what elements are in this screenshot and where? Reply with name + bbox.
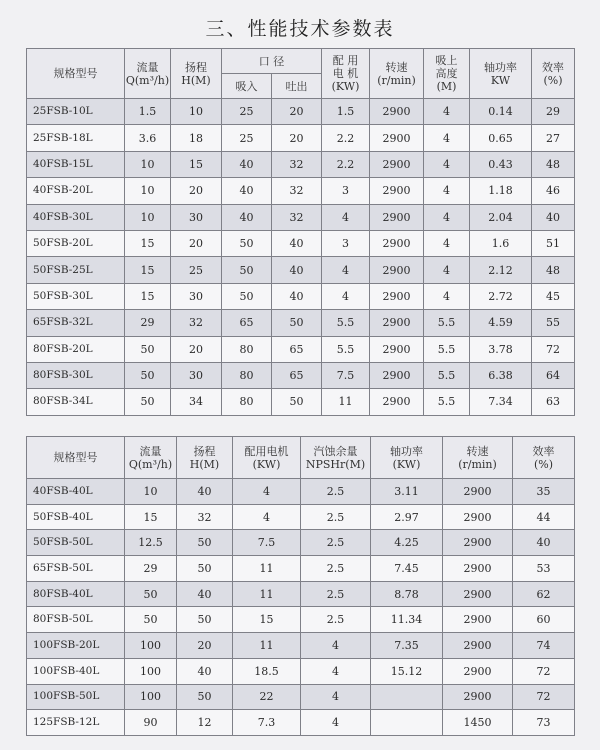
table-cell: 2900 xyxy=(370,99,424,125)
table-cell: 2.2 xyxy=(322,151,370,177)
table-cell: 4 xyxy=(424,230,470,256)
table-cell: 7.45 xyxy=(371,556,443,582)
table-row xyxy=(27,151,575,177)
header-head: 扬程 H(M) xyxy=(177,437,233,479)
cell-model: 100FSB-40L xyxy=(27,658,125,684)
header-efficiency: 效率 (%) xyxy=(532,49,575,99)
table-cell: 27 xyxy=(532,125,575,151)
table-cell: 29 xyxy=(125,310,171,336)
performance-table-1 xyxy=(26,48,575,416)
table-cell: 40 xyxy=(177,658,233,684)
table-cell: 2900 xyxy=(370,230,424,256)
table-cell: 2.5 xyxy=(301,479,371,505)
table-cell: 100 xyxy=(125,633,177,659)
table-cell: 2.5 xyxy=(301,504,371,530)
cell-model: 80FSB-40L xyxy=(27,581,125,607)
table-cell: 29 xyxy=(532,99,575,125)
table-cell: 40 xyxy=(513,530,575,556)
table-cell: 20 xyxy=(171,230,222,256)
header-suction: 吸入 xyxy=(222,74,272,99)
table-cell: 15 xyxy=(125,504,177,530)
table-cell: 2900 xyxy=(443,607,513,633)
table-cell: 90 xyxy=(125,710,177,736)
table-cell: 20 xyxy=(171,336,222,362)
table-cell: 40 xyxy=(177,581,233,607)
table-cell: 60 xyxy=(513,607,575,633)
table-cell: 72 xyxy=(532,336,575,362)
table-cell: 15 xyxy=(233,607,301,633)
table-cell: 45 xyxy=(532,283,575,309)
table-cell: 2900 xyxy=(370,151,424,177)
table-row xyxy=(27,178,575,204)
table-cell: 32 xyxy=(272,178,322,204)
table-cell: 50 xyxy=(177,607,233,633)
cell-model: 40FSB-30L xyxy=(27,204,125,230)
cell-model: 80FSB-34L xyxy=(27,389,125,415)
table-cell: 4 xyxy=(424,283,470,309)
table-cell: 2.97 xyxy=(371,504,443,530)
table-cell: 1.5 xyxy=(322,99,370,125)
table-cell: 32 xyxy=(272,151,322,177)
header-motor: 配用电机 (KW) xyxy=(233,437,301,479)
table-cell: 15.12 xyxy=(371,658,443,684)
table-cell: 2900 xyxy=(370,336,424,362)
table-row xyxy=(27,556,575,582)
header-head: 扬程 H(M) xyxy=(171,49,222,99)
cell-model: 80FSB-30L xyxy=(27,362,125,388)
table-cell: 63 xyxy=(532,389,575,415)
table-cell: 50 xyxy=(177,530,233,556)
table-cell: 11.34 xyxy=(371,607,443,633)
table-row xyxy=(27,204,575,230)
table-row xyxy=(27,633,575,659)
table-cell: 80 xyxy=(222,362,272,388)
table-row xyxy=(27,257,575,283)
table-cell: 8.78 xyxy=(371,581,443,607)
table-cell: 40 xyxy=(222,204,272,230)
table-cell: 3.11 xyxy=(371,479,443,505)
table-cell: 5.5 xyxy=(424,310,470,336)
table-cell: 4 xyxy=(424,204,470,230)
table-cell: 50 xyxy=(177,556,233,582)
table-cell: 72 xyxy=(513,684,575,710)
table-cell: 2900 xyxy=(443,556,513,582)
table-row xyxy=(27,504,575,530)
table-cell: 2.5 xyxy=(301,581,371,607)
table-cell: 3 xyxy=(322,230,370,256)
table-cell: 6.38 xyxy=(470,362,532,388)
table-cell: 25 xyxy=(222,99,272,125)
header-shaft-power: 轴功率 KW xyxy=(470,49,532,99)
page-title: 三、性能技术参数表 xyxy=(205,18,395,40)
cell-model: 50FSB-50L xyxy=(27,530,125,556)
table-cell: 15 xyxy=(125,230,171,256)
table-cell: 7.34 xyxy=(470,389,532,415)
table-cell: 50 xyxy=(125,362,171,388)
table-cell: 5.5 xyxy=(424,362,470,388)
table-row xyxy=(27,336,575,362)
header-caliber: 口 径 xyxy=(222,49,322,74)
table-cell: 65 xyxy=(222,310,272,336)
table-cell: 48 xyxy=(532,151,575,177)
table-cell: 29 xyxy=(125,556,177,582)
table-cell: 15 xyxy=(125,257,171,283)
table-cell: 100 xyxy=(125,658,177,684)
table-cell: 2900 xyxy=(443,530,513,556)
table-cell: 80 xyxy=(222,389,272,415)
header-efficiency: 效率 (%) xyxy=(513,437,575,479)
table-row xyxy=(27,530,575,556)
table-row xyxy=(27,230,575,256)
table-cell: 2900 xyxy=(443,633,513,659)
table-row xyxy=(27,99,575,125)
table-cell: 50 xyxy=(222,230,272,256)
table-cell: 11 xyxy=(233,633,301,659)
table-cell: 20 xyxy=(272,125,322,151)
table-cell: 4 xyxy=(322,283,370,309)
table-cell: 18 xyxy=(171,125,222,151)
table-cell: 44 xyxy=(513,504,575,530)
table-cell: 4 xyxy=(233,479,301,505)
table-cell: 4 xyxy=(424,125,470,151)
table-cell: 2900 xyxy=(370,310,424,336)
table-cell: 35 xyxy=(513,479,575,505)
cell-model: 50FSB-30L xyxy=(27,283,125,309)
cell-model: 40FSB-40L xyxy=(27,479,125,505)
table-cell: 50 xyxy=(125,607,177,633)
table-cell: 4 xyxy=(301,658,371,684)
table-cell: 7.5 xyxy=(233,530,301,556)
header-npsh: 汽蚀余量 NPSHr(M) xyxy=(301,437,371,479)
table-cell: 4 xyxy=(424,178,470,204)
table-cell: 2900 xyxy=(370,204,424,230)
table-cell: 5.5 xyxy=(322,310,370,336)
table-cell: 20 xyxy=(177,633,233,659)
table-cell: 40 xyxy=(532,204,575,230)
table-cell: 40 xyxy=(272,230,322,256)
table-cell: 4 xyxy=(424,99,470,125)
table-cell: 2900 xyxy=(370,389,424,415)
table-row xyxy=(27,310,575,336)
table-row xyxy=(27,607,575,633)
table-cell: 4 xyxy=(301,710,371,736)
table-cell: 50 xyxy=(125,336,171,362)
cell-model: 40FSB-15L xyxy=(27,151,125,177)
table-cell: 80 xyxy=(222,336,272,362)
table-cell: 3.78 xyxy=(470,336,532,362)
cell-model: 25FSB-18L xyxy=(27,125,125,151)
cell-model: 80FSB-20L xyxy=(27,336,125,362)
table-cell: 50 xyxy=(222,283,272,309)
header-speed: 转速 (r/min) xyxy=(443,437,513,479)
table-row xyxy=(27,125,575,151)
table-cell: 34 xyxy=(171,389,222,415)
table-cell: 100 xyxy=(125,684,177,710)
table-row xyxy=(27,581,575,607)
performance-table-2 xyxy=(26,436,575,736)
table-cell: 3.6 xyxy=(125,125,171,151)
table-cell: 51 xyxy=(532,230,575,256)
table-cell: 15 xyxy=(125,283,171,309)
table-cell: 50 xyxy=(272,310,322,336)
table-cell: 2.12 xyxy=(470,257,532,283)
table-cell: 0.14 xyxy=(470,99,532,125)
table-cell: 30 xyxy=(171,204,222,230)
table-cell: 11 xyxy=(322,389,370,415)
table-cell: 2900 xyxy=(443,658,513,684)
cell-model: 100FSB-20L xyxy=(27,633,125,659)
table-cell: 72 xyxy=(513,658,575,684)
table-row xyxy=(27,658,575,684)
cell-model: 100FSB-50L xyxy=(27,684,125,710)
table-cell: 62 xyxy=(513,581,575,607)
table-cell: 20 xyxy=(171,178,222,204)
table-cell: 64 xyxy=(532,362,575,388)
table-cell: 2900 xyxy=(370,125,424,151)
table-cell: 30 xyxy=(171,283,222,309)
cell-model: 80FSB-50L xyxy=(27,607,125,633)
table-cell: 10 xyxy=(125,178,171,204)
table-cell: 10 xyxy=(125,204,171,230)
table-cell: 4.25 xyxy=(371,530,443,556)
table-cell: 10 xyxy=(125,479,177,505)
table-cell: 2900 xyxy=(370,178,424,204)
table-row xyxy=(27,479,575,505)
table-cell: 73 xyxy=(513,710,575,736)
table-cell: 2900 xyxy=(443,581,513,607)
table-cell: 40 xyxy=(222,178,272,204)
table-cell: 2900 xyxy=(443,479,513,505)
table-cell: 40 xyxy=(272,283,322,309)
cell-model: 50FSB-40L xyxy=(27,504,125,530)
table-cell: 65 xyxy=(272,336,322,362)
table-row xyxy=(27,283,575,309)
table-cell: 32 xyxy=(272,204,322,230)
table-cell: 4 xyxy=(301,633,371,659)
table-row xyxy=(27,362,575,388)
table-cell: 1.6 xyxy=(470,230,532,256)
table-cell: 2.2 xyxy=(322,125,370,151)
table-cell: 5.5 xyxy=(424,336,470,362)
cell-model: 50FSB-20L xyxy=(27,230,125,256)
header-shaft-power: 轴功率 (KW) xyxy=(371,437,443,479)
table-cell: 50 xyxy=(125,581,177,607)
table-cell: 46 xyxy=(532,178,575,204)
header-model: 规格型号 xyxy=(27,49,125,99)
table-row xyxy=(27,684,575,710)
cell-model: 65FSB-32L xyxy=(27,310,125,336)
table-cell xyxy=(371,710,443,736)
table-cell: 5.5 xyxy=(322,336,370,362)
table-cell: 2900 xyxy=(443,684,513,710)
table-cell: 40 xyxy=(272,257,322,283)
table-cell: 0.43 xyxy=(470,151,532,177)
table-cell: 25 xyxy=(222,125,272,151)
table-cell: 65 xyxy=(272,362,322,388)
table-row xyxy=(27,710,575,736)
table-cell: 7.35 xyxy=(371,633,443,659)
table-cell: 2900 xyxy=(370,362,424,388)
table-cell: 50 xyxy=(222,257,272,283)
table-cell: 50 xyxy=(272,389,322,415)
table-cell: 4 xyxy=(322,204,370,230)
header-lift: 吸上 高度 (M) xyxy=(424,49,470,99)
table-cell: 55 xyxy=(532,310,575,336)
table-cell: 2.04 xyxy=(470,204,532,230)
header-discharge: 吐出 xyxy=(272,74,322,99)
table-cell: 4 xyxy=(424,257,470,283)
table-cell: 4 xyxy=(301,684,371,710)
table-cell: 4 xyxy=(322,257,370,283)
table-cell: 48 xyxy=(532,257,575,283)
table-cell: 40 xyxy=(177,479,233,505)
table-cell: 3 xyxy=(322,178,370,204)
table-cell: 22 xyxy=(233,684,301,710)
table-cell: 12.5 xyxy=(125,530,177,556)
table-cell: 32 xyxy=(177,504,233,530)
table-cell: 0.65 xyxy=(470,125,532,151)
table-cell: 2.5 xyxy=(301,556,371,582)
table-cell: 1450 xyxy=(443,710,513,736)
table-cell: 18.5 xyxy=(233,658,301,684)
table-cell: 50 xyxy=(125,389,171,415)
table-cell: 74 xyxy=(513,633,575,659)
table-cell: 2.72 xyxy=(470,283,532,309)
cell-model: 25FSB-10L xyxy=(27,99,125,125)
table-cell: 7.3 xyxy=(233,710,301,736)
table-cell: 1.5 xyxy=(125,99,171,125)
table-cell: 11 xyxy=(233,581,301,607)
table-cell: 4.59 xyxy=(470,310,532,336)
table-cell: 2900 xyxy=(370,283,424,309)
table-cell: 4 xyxy=(424,151,470,177)
header-motor: 配 用 电 机 (KW) xyxy=(322,49,370,99)
table-cell: 2.5 xyxy=(301,607,371,633)
cell-model: 40FSB-20L xyxy=(27,178,125,204)
table-cell: 4 xyxy=(233,504,301,530)
table-cell: 15 xyxy=(171,151,222,177)
table-cell: 5.5 xyxy=(424,389,470,415)
table-cell: 30 xyxy=(171,362,222,388)
header-flow: 流量 Q(m³/h) xyxy=(125,437,177,479)
table-cell: 40 xyxy=(222,151,272,177)
table-cell: 2.5 xyxy=(301,530,371,556)
cell-model: 50FSB-25L xyxy=(27,257,125,283)
table-cell: 10 xyxy=(125,151,171,177)
header-flow: 流量 Q(m³/h) xyxy=(125,49,171,99)
table-cell: 20 xyxy=(272,99,322,125)
table-cell: 53 xyxy=(513,556,575,582)
table-cell: 11 xyxy=(233,556,301,582)
cell-model: 125FSB-12L xyxy=(27,710,125,736)
cell-model: 65FSB-50L xyxy=(27,556,125,582)
table-cell: 2900 xyxy=(443,504,513,530)
header-model: 规格型号 xyxy=(27,437,125,479)
table-row xyxy=(27,389,575,415)
table-cell: 50 xyxy=(177,684,233,710)
table-cell: 12 xyxy=(177,710,233,736)
table-cell: 7.5 xyxy=(322,362,370,388)
table-cell: 10 xyxy=(171,99,222,125)
table-cell: 1.18 xyxy=(470,178,532,204)
table-cell: 25 xyxy=(171,257,222,283)
header-speed: 转速 (r/min) xyxy=(370,49,424,99)
table-cell xyxy=(371,684,443,710)
table-cell: 2900 xyxy=(370,257,424,283)
table-cell: 32 xyxy=(171,310,222,336)
